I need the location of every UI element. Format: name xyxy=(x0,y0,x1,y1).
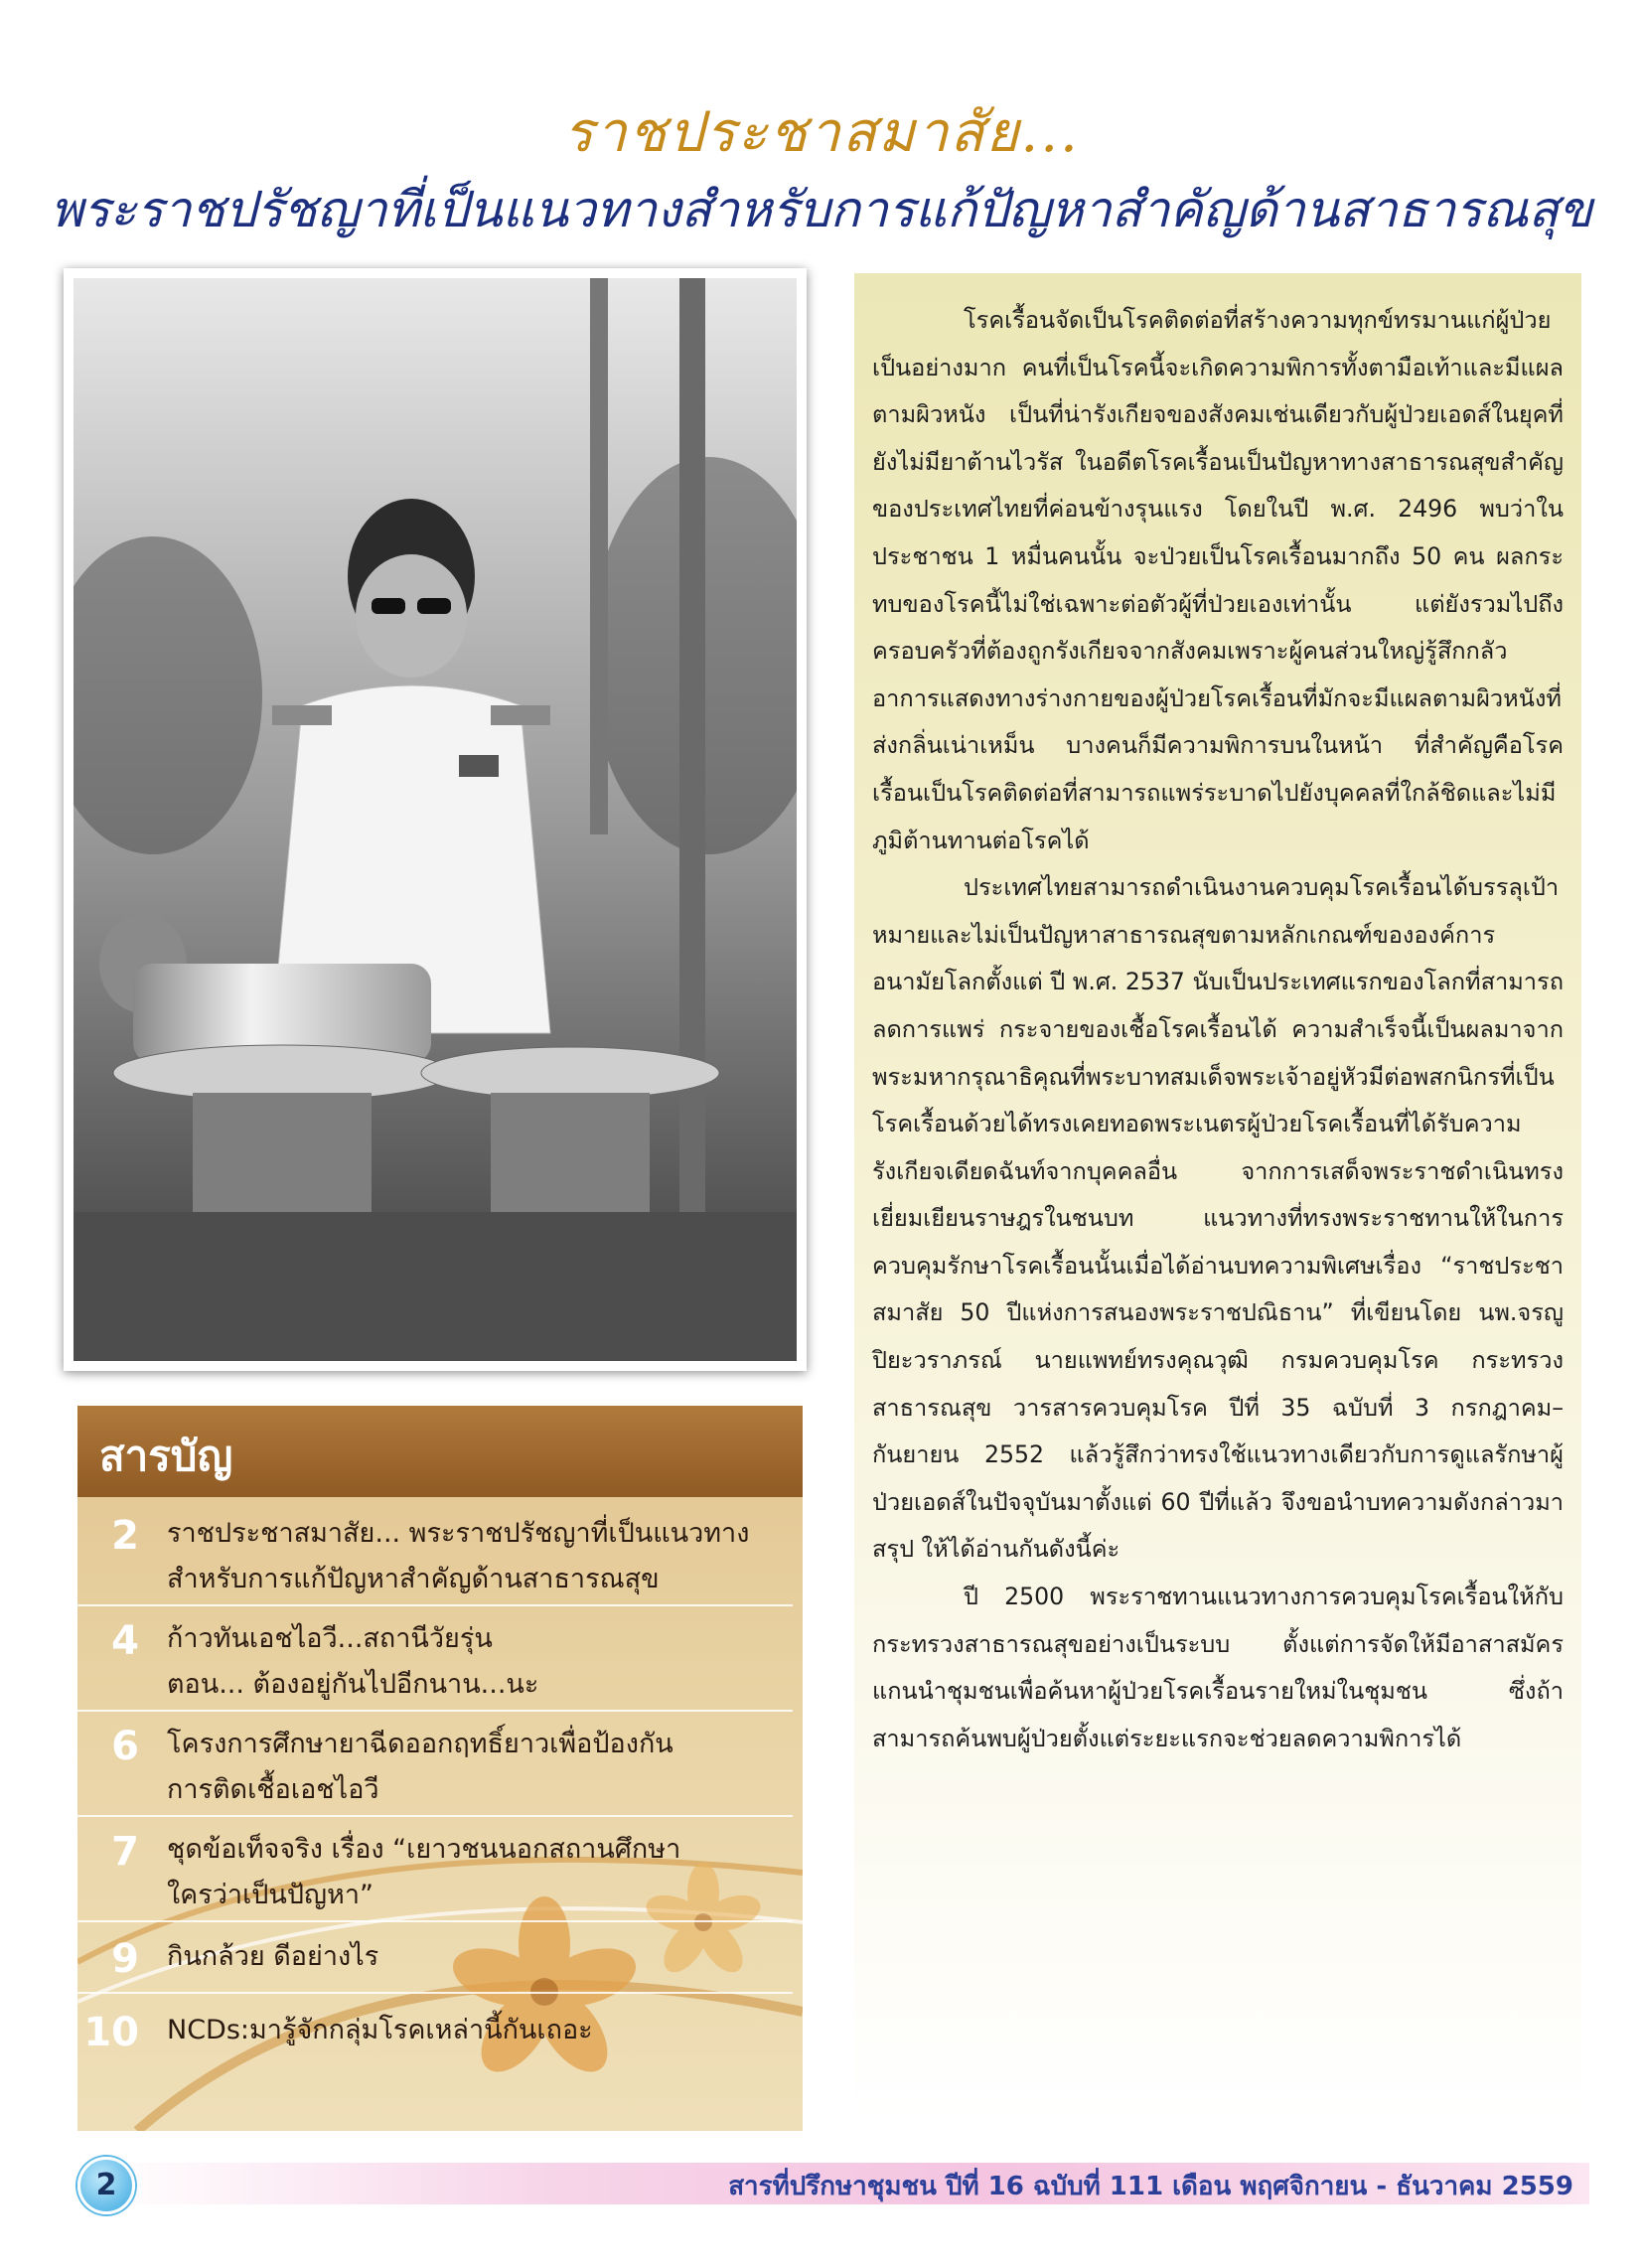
contents-item-line: ชุดข้อเท็จจริง เรื่อง “เยาวชนนอกสถานศึกษา xyxy=(167,1834,681,1865)
contents-page-number: 6 xyxy=(111,1724,139,1769)
article-paragraph: โรคเรื้อนจัดเป็นโรคติดต่อที่สร้างความทุกข์ทรมานแก่ผู้ป่วยเป็นอย่างมาก คนที่เป็นโรคนี้จะเกิดความพิการทั้งตามือเท้าและมีแผลตามผิวหนัง เป็นที่น่ารังเกียจของสังคมเช่นเดียวกับผู้ป่วยเอดส์ในยุคที่ยังไม่มียาต้านไวรัส ในอดีตโรคเรื้อนเป็นปัญหาทางสาธารณสุขสำคัญของประเทศไทยที่ค่อนข้างรุนแรง โดยในปี พ.ศ. 2496 พบว่าในประชาชน 1 หมื่นคนนั้น จะป่วยเป็นโรคเรื้อนมากถึง 50 คน ผลกระทบของโรคนี้ไม่ใช่เฉพาะต่อตัวผู้ที่ป่วยเองเท่านั้น แต่ยังรวมไปถึงครอบครัวที่ต้องถูกรังเกียจจากสังคมเพราะผู้คนส่วนใหญ่รู้สึกกลัวอาการแสดงทางร่างกายของผู้ป่วยโรคเรื้อนที่มักจะมีแผลตามผิวหนังที่ส่งกลิ่นเน่าเหม็น บางคนก็มีความพิการบนในหน้า ที่สำคัญคือโรคเรื้อนเป็นโรคติดต่อที่สามารถแพร่ระบาดไปยังบุคคลที่ใกล้ชิดและไม่มีภูมิต้านทานต่อโรคได้ xyxy=(872,306,1564,854)
contents-page-number: 4 xyxy=(111,1618,139,1664)
contents-divider xyxy=(77,1710,793,1712)
contents-page-number: 7 xyxy=(111,1829,139,1875)
contents-item-line: การติดเชื้อเอชไอวี xyxy=(167,1774,379,1805)
contents-item-line: สำหรับการแก้ปัญหาสำคัญด้านสาธารณสุข xyxy=(167,1564,660,1594)
article-paragraph: ประเทศไทยสามารถดำเนินงานควบคุมโรคเรื้อนได้บรรลุเป้าหมายและไม่เป็นปัญหาสาธารณสุขตามหลักเกณฑ์ขององค์การอนามัยโลกตั้งแต่ ปี พ.ศ. 2537 นับเป็นประเทศแรกของโลกที่สามารถลดการแพร่ กระจายของเชื้อโรคเรื้อนได้ ความสำเร็จนี้เป็นผลมาจากพระมหากรุณาธิคุณที่พระบาทสมเด็จพระเจ้าอยู่หัวมีต่อพสกนิกรที่เป็นโรคเรื้อนด้วยได้ทรงเคยทอดพระเนตรผู้ป่วยโรคเรื้อนที่ได้รับความรังเกียจเดียดฉันท์จากบุคคลอื่น จากการเสด็จพระราชดำเนินทรงเยี่ยมเยียนราษฎรในชนบท แนวทางที่ทรงพระราชทานให้ในการควบคุมรักษาโรคเรื้อนนั้นเมื่อได้อ่านบทความพิเศษเรื่อง “ราชประชาสมาสัย 50 ปีแห่งการสนองพระราชปณิธาน” ที่เขียนโดย นพ.จรญู ปิยะวราภรณ์ นายแพทย์ทรงคุณวุฒิ กรมควบคุมโรค กระทรวงสาธารณสุข วารสารควบคุมโรค ปีที่ 35 ฉบับที่ 3 กรกฎาคม–กันยายน 2552 แล้วรู้สึกว่าทรงใช้แนวทางเดียวกับการดูแลรักษาผู้ป่วยเอดส์ในปัจจุบันมาตั้งแต่ 60 ปีที่แล้ว จึงขอนำบทความดังกล่าวมาสรุป ให้ได้อ่านกันดังนี้ค่ะ xyxy=(872,873,1564,1564)
contents-item-line: ตอน... ต้องอยู่กันไปอีกนาน...นะ xyxy=(167,1669,539,1700)
contents-item-line: ราชประชาสมาสัย... พระราชปรัชญาที่เป็นแนวทาง xyxy=(167,1518,750,1549)
contents-divider xyxy=(77,1815,793,1817)
contents-item-line: กินกล้วย ดีอย่างไร xyxy=(167,1941,379,1972)
contents-box xyxy=(77,1406,803,2131)
contents-item-line: ก้าวทันเอชไอวี...สถานีวัยรุ่น xyxy=(167,1623,493,1654)
contents-item-line: ใครว่าเป็นปัญหา” xyxy=(167,1880,373,1910)
contents-item-line: NCDs:มารู้จักกลุ่มโรคเหล่านี้กันเถอะ xyxy=(167,2015,593,2045)
contents-page-number: 9 xyxy=(111,1936,139,1982)
contents-item-line: โครงการศึกษายาฉีดออกฤทธิ์ยาวเพื่อป้องกัน xyxy=(167,1729,673,1759)
footer-journal-info: สารที่ปรึกษาชุมชน ปีที่ 16 ฉบับที่ 111 เดือน พฤศจิกายน - ธันวาคม 2559 xyxy=(728,2172,1573,2201)
contents-title: สารบัญ xyxy=(99,1432,233,1480)
page-title-line1: ราชประชาสมาสัย... xyxy=(563,100,1080,165)
contents-header xyxy=(77,1406,803,1497)
page-number-badge: 2 xyxy=(77,2157,135,2214)
photo-frame xyxy=(64,268,807,1371)
article-column xyxy=(854,273,1581,2121)
contents-page-number: 2 xyxy=(111,1513,139,1559)
historical-photo xyxy=(74,278,797,1361)
contents-divider xyxy=(77,1920,793,1922)
article-body xyxy=(872,297,1564,1762)
page-title-line2: พระราชปรัชญาที่เป็นแนวทางสำหรับการแก้ปัญหาสำคัญด้านสาธารณสุข xyxy=(50,181,1593,238)
contents-divider xyxy=(77,1992,793,1994)
article-paragraph: ปี 2500 พระราชทานแนวทางการควบคุมโรคเรื้อนให้กับกระทรวงสาธารณสุขอย่างเป็นระบบ ตั้งแต่การจัดให้มีอาสาสมัคร แกนนำชุมชนเพื่อค้นหาผู้ป่วยโรคเรื้อนรายใหม่ในชุมชน ซึ่งถ้าสามารถค้นพบผู้ป่วยตั้งแต่ระยะแรกจะช่วยลดความพิการได้ xyxy=(872,1583,1564,1752)
contents-page-number: 10 xyxy=(83,2010,139,2055)
contents-divider xyxy=(77,1604,793,1606)
